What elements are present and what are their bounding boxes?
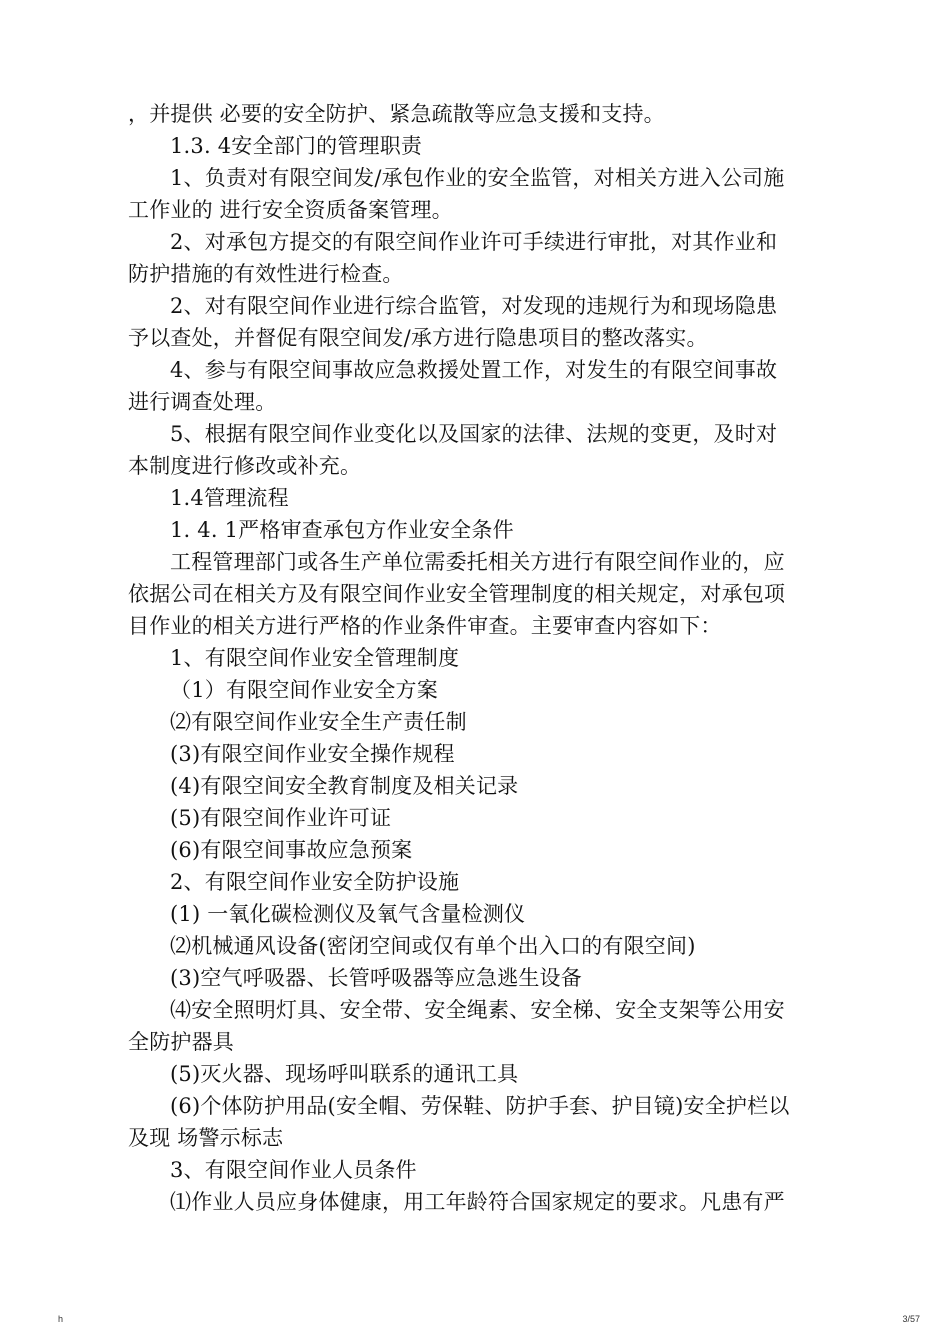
- paragraph-line: 2、对承包方提交的有限空间作业许可手续进行审批，对其作业和: [170, 230, 778, 254]
- list-item: (5)灭火器、现场呼叫联系的通讯工具: [170, 1062, 519, 1086]
- paragraph-line: 防护措施的有效性进行检查。: [128, 262, 404, 286]
- paragraph-line: 目作业的相关方进行严格的作业条件审查。主要审查内容如下：: [128, 614, 722, 638]
- list-item: (6)有限空间事故应急预案: [170, 838, 413, 862]
- list-heading: 2、有限空间作业安全防护设施: [170, 870, 460, 894]
- list-item: （1）有限空间作业安全方案: [170, 678, 438, 702]
- list-item: ⑷安全照明灯具、安全带、安全绳素、安全梯、安全支架等公用安: [170, 998, 785, 1022]
- paragraph-line: 1、负责对有限空间发/承包作业的安全监管，对相关方进入公司施: [170, 166, 785, 190]
- footer-left-text: h: [58, 1314, 64, 1324]
- list-item: (1) 一氧化碳检测仪及氧气含量检测仪: [170, 902, 526, 926]
- list-item: (6)个体防护用品(安全帽、劳保鞋、防护手套、护目镜)安全护栏以: [170, 1094, 790, 1118]
- section-heading-1-4: 1.4管理流程: [170, 486, 289, 510]
- paragraph-line: 2、对有限空间作业进行综合监管，对发现的违规行为和现场隐患: [170, 294, 778, 318]
- list-item: (5)有限空间作业许可证: [170, 806, 392, 830]
- list-item: (3)有限空间作业安全操作规程: [170, 742, 455, 766]
- page-number: 3/57: [902, 1314, 920, 1324]
- paragraph-line: 5、根据有限空间作业变化以及国家的法律、法规的变更，及时对: [170, 422, 778, 446]
- paragraph-line: 4、参与有限空间事故应急救援处置工作，对发生的有限空间事故: [170, 358, 778, 382]
- paragraph-line: 进行调查处理。: [128, 390, 277, 414]
- list-item: ⑴作业人员应身体健康，用工年龄符合国家规定的要求。凡患有严: [170, 1190, 785, 1214]
- list-heading: 3、有限空间作业人员条件: [170, 1158, 417, 1182]
- paragraph-line: 本制度进行修改或补充。: [128, 454, 362, 478]
- list-item-continuation: 及现 场警示标志: [128, 1126, 284, 1150]
- list-item: ⑵机械通风设备(密闭空间或仅有单个出入口的有限空间): [170, 934, 696, 958]
- paragraph-line: 依据公司在相关方及有限空间作业安全管理制度的相关规定，对承包项: [128, 582, 786, 606]
- list-item: ⑵有限空间作业安全生产责任制: [170, 710, 467, 734]
- list-item: (4)有限空间安全教育制度及相关记录: [170, 774, 519, 798]
- document-body: [128, 98, 822, 1218]
- paragraph-line: 工作业的 进行安全资质备案管理。: [128, 198, 453, 222]
- paragraph-line: 工程管理部门或各生产单位需委托相关方进行有限空间作业的，应: [170, 550, 785, 574]
- list-heading: 1、有限空间作业安全管理制度: [170, 646, 460, 670]
- paragraph-line: 予以查处，并督促有限空间发/承方进行隐患项目的整改落实。: [128, 326, 708, 350]
- list-item: (3)空气呼吸器、长管呼吸器等应急逃生设备: [170, 966, 582, 990]
- list-item-continuation: 全防护器具: [128, 1030, 234, 1054]
- section-heading-1-3-4: 1.3. 4安全部门的管理职责: [170, 134, 423, 158]
- section-heading-1-4-1: 1. 4. 1严格审查承包方作业安全条件: [170, 518, 514, 542]
- text-line-continuation: ，并提供 必要的安全防护、紧急疏散等应急支援和支持。: [128, 102, 665, 126]
